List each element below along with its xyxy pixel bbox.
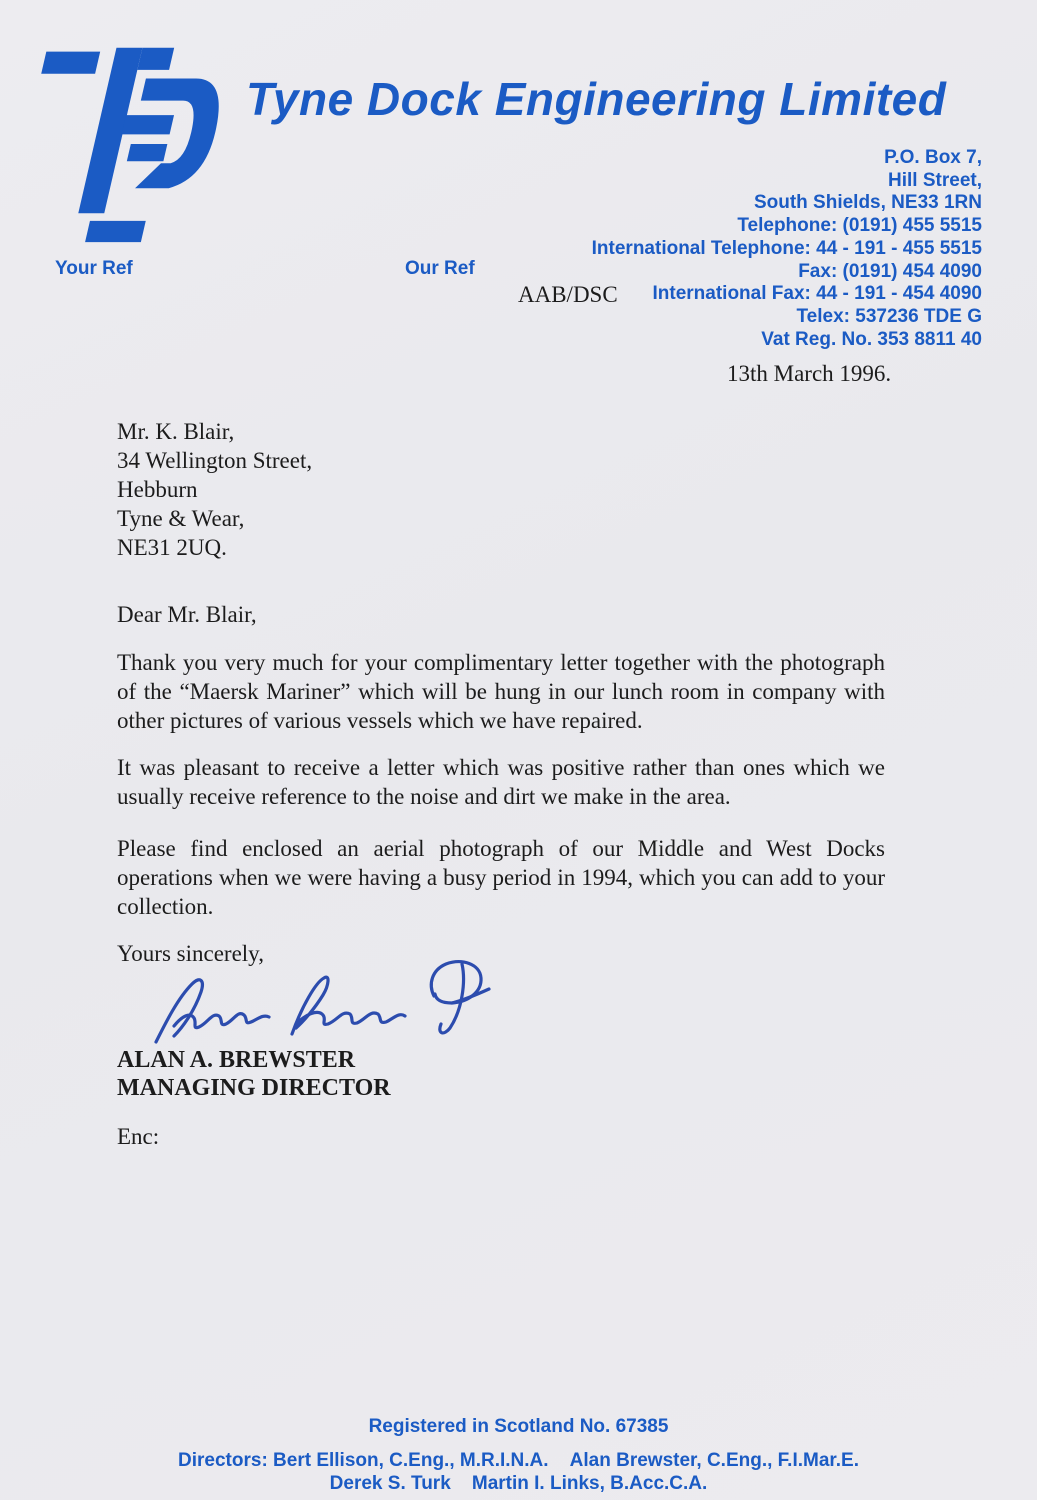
our-ref-value: AAB/DSC [518,282,618,307]
signer-block [117,1046,391,1102]
recipient-address [117,417,312,562]
recipient-line: Mr. K. Blair, [117,419,235,444]
recipient-line: Hebburn [117,477,198,502]
company-logo-td-icon [18,42,233,244]
salutation: Dear Mr. Blair, [117,602,257,627]
footer [0,1416,1037,1495]
body-paragraph: Please find enclosed an aerial photograph of our Middle and West Docks operations when we were having a busy period in 1994, which you can add to your collection. [117,836,885,919]
contact-line: Vat Reg. No. 353 8811 40 [761,328,982,350]
body-paragraph: It was pleasant to receive a letter which was positive rather than ones which we usually receive reference to the noise and dirt we make in the area. [117,755,885,809]
recipient-line: 34 Wellington Street, [117,448,313,473]
signature-image [142,952,494,1052]
closing-phrase: Yours sincerely, [117,941,264,966]
your-ref-label: Your Ref [55,258,133,279]
date: 13th March 1996. [727,361,892,386]
directors-line: Directors: Bert Ellison, C.Eng., M.R.I.N.A. Alan Brewster, C.Eng., F.I.Mar.E. [178,1450,859,1471]
registration-line: Registered in Scotland No. 67385 [368,1416,669,1437]
contact-line: International Fax: 44 - 191 - 454 4090 [652,283,982,305]
contact-line: Hill Street, [888,169,982,191]
recipient-line: NE31 2UQ. [117,535,227,560]
enclosure-note: Enc: [117,1124,160,1149]
our-ref-label: Our Ref [405,258,475,279]
contact-line: South Shields, NE33 1RN [753,192,982,214]
company-name: Tyne Dock Engineering Limited [246,73,947,125]
contact-block [592,147,982,351]
signer-title: MANAGING DIRECTOR [117,1075,391,1101]
signer-name: ALAN A. BREWSTER [117,1047,356,1073]
directors-line: Derek S. Turk Martin I. Links, B.Acc.C.A. [329,1473,708,1494]
contact-line: Telex: 537236 TDE G [796,305,982,327]
contact-line: International Telephone: 44 - 191 - 455 5515 [591,237,982,259]
contact-line: Telephone: (0191) 455 5515 [737,215,982,237]
recipient-line: Tyne & Wear, [117,506,245,531]
contact-line: Fax: (0191) 454 4090 [798,260,982,282]
body-paragraph: Thank you very much for your complimentary letter together with the photograph of the “Maersk Mariner” which will be hung in our lunch room in company with other pictures of various vessels which we have repaired. [117,650,885,733]
contact-line: P.O. Box 7, [884,147,982,168]
